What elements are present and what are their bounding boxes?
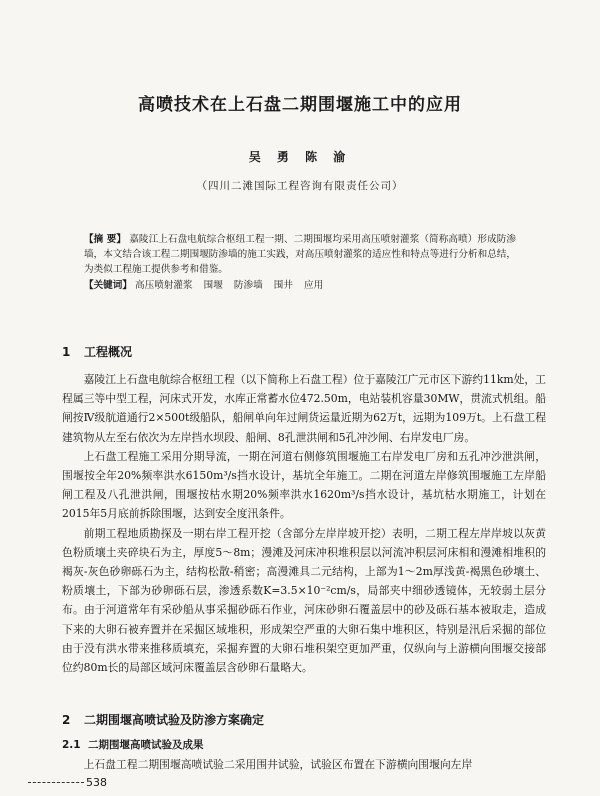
section-1-body — [62, 370, 546, 677]
affiliation: （四川二滩国际工程咨询有限责任公司） — [196, 180, 404, 192]
paragraph: 前期工程地质勘探及一期右岸工程开挖（含部分左岸岸坡开挖）表明，二期工程左岸岸坡以灰黄色粉质壤土夹碎块石为主，厚度5～8m；漫滩及河床冲积堆积层以河流冲积层河床相和漫滩相堆积的褐灰-灰色砂卵砾石为主，结构松散-稍密；高漫滩具二元结构，上部为1～2m厚浅黄-褐黑色砂壤土、粉质壤土，下部为砂卵砾石层，渗透系数K=3.5×10⁻²cm/s，局部夹中细砂透镜体，无较弱土层分布。由于河道常年有采砂船从事采掘砂砾石作业，河床砂卵石覆盖层中的砂及砾石基本被取走，造成下来的大卵石被弃置并在采掘区域堆积，形成架空严重的大卵石集中堆积区，特别是汛后采掘的部位由于没有洪水带来推移质填充，采掘弃置的大卵石堆积架空更加严重，仅纵向与上游横向围堰交接部位约80m长的局部区域河床覆盖层含砂卵石量略大。 — [62, 526, 546, 675]
paper-title: 高喷技术在上石盘二期围堰施工中的应用 — [138, 95, 462, 115]
section-number: 1 — [62, 345, 71, 359]
section-heading-1 — [62, 343, 132, 360]
keyword: 围井 — [273, 280, 293, 291]
paragraph: 上石盘工程二期围堰高喷试验二采用围井试验，试验区布置在下游横向围堰向左岸 — [83, 758, 473, 771]
section-number: 2 — [62, 713, 71, 727]
abstract-block — [84, 232, 516, 293]
page-footer — [28, 776, 107, 789]
section-title: 工程概况 — [84, 345, 133, 359]
keywords-label: 【关键词】 — [84, 280, 132, 291]
subsection-title: 二期围堰高喷试验及成果 — [88, 739, 204, 751]
footer-rule — [28, 782, 84, 783]
keyword: 防渗墙 — [233, 280, 263, 291]
paragraph: 上石盘工程施工采用分期导流，一期在河道右侧修筑围堰施工右岸发电厂房和五孔冲沙泄洪闸，围堰按全年20%频率洪水6150m³/s挡水设计，基坑全年施工。二期在河道左岸修筑围堰施工左岸船闸工程及八孔泄洪闸，围堰按枯水期20%频率洪水1620m³/s挡水设计，基坑枯水期施工，计划在2015年5月底前拆除围堰，达到安全度汛条件。 — [62, 449, 546, 521]
subsection-2-1-body — [62, 755, 546, 774]
keyword: 应用 — [304, 280, 324, 291]
section-heading-2 — [62, 711, 264, 728]
subsection-heading-2-1 — [62, 737, 204, 752]
abstract — [84, 232, 516, 277]
keywords — [84, 278, 516, 293]
abstract-label: 【摘 要】 — [84, 234, 127, 245]
authors: 吴 勇 陈 渝 — [248, 150, 352, 164]
keyword: 围堰 — [203, 280, 223, 291]
abstract-text: 嘉陵江上石盘电航综合枢纽工程一期、二期围堰均采用高压喷射灌浆（简称高喷）形成防渗墙，本文结合该工程二期围堰防渗墙的施工实践，对高压喷射灌浆的适应性和特点等进行分析和总结，为类似工程施工提供参考和借鉴。 — [84, 234, 517, 275]
keyword: 高压喷射灌浆 — [135, 280, 193, 291]
section-title: 二期围堰高喷试验及防渗方案确定 — [84, 713, 265, 727]
subsection-number: 2.1 — [62, 739, 81, 751]
page-number: 538 — [86, 776, 107, 789]
paragraph: 嘉陵江上石盘电航综合枢纽工程（以下简称上石盘工程）位于嘉陵江广元市区下游约11km处，工程属三等中型工程，河床式开发，水库正常蓄水位472.50m，电站装机容量30MW，贯流式机组。船闸按Ⅳ级航道通行2×500t级船队，船闸单向年过闸货运量近期为62万t，远期为109万t。上石盘工程建筑物从左至右依次为左岸挡水坝段、船闸、8孔泄洪闸和5孔冲沙闸、右岸发电厂房。 — [62, 373, 546, 444]
